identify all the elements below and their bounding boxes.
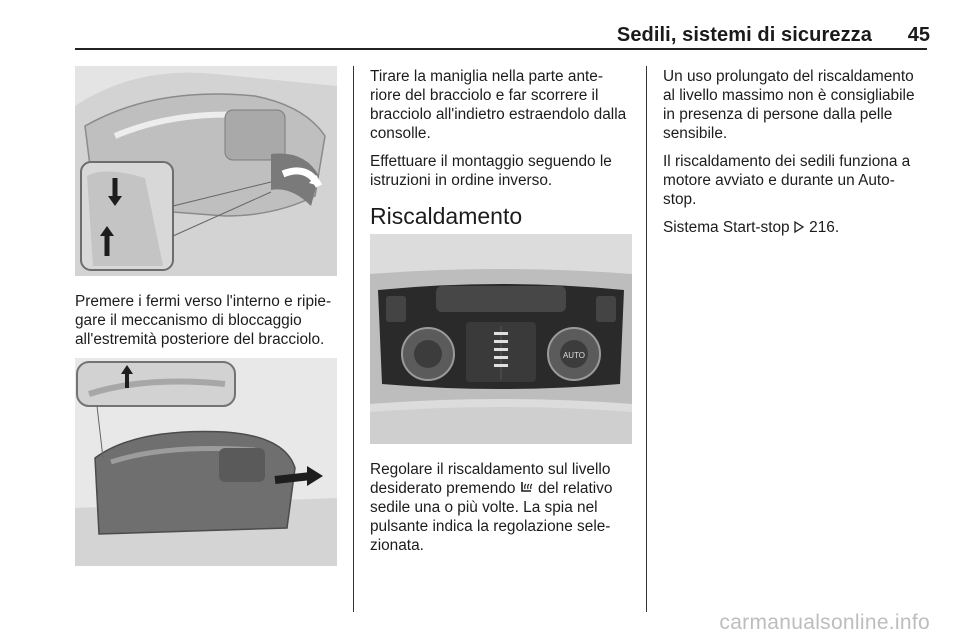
instructions-text-end: del relativo sedile una o più volte. La spia nel pulsante indica la regolazione sele-zionata. [370,480,613,554]
seat-heating-instructions [370,460,632,555]
caption-latch: Premere i fermi verso l'interno e ripie-gare il meccanismo di bloccaggio all'estremità posteriore del bracciolo. [75,293,332,348]
max-level-warning-paragraph: Un uso prolungato del riscaldamento al livello massimo non è consigliabile in presenza di persone dalla pelle sensibile. [663,68,915,142]
armrest-slide-figure [75,358,337,566]
header-rule [75,48,927,50]
seat-heating-panel-figure [370,234,632,444]
section-heading: Riscaldamento [370,203,523,229]
arrow-reference-icon [794,219,805,231]
column2-text [370,67,632,199]
section-title: Sedili, sistemi di sicurezza [616,24,872,46]
armrest-pull-paragraph: Tirare la maniglia nella parte ante-riore del bracciolo e far scorrere il bracciolo all'indietro estraendolo dalla consolle. [370,68,627,142]
watermark: carmanualsonline.info [719,611,930,634]
armrest-latch-figure [75,66,337,276]
column-divider-right [646,66,647,612]
seat-heating-icon [520,481,534,495]
xref-text: Sistema Start-stop [663,219,790,236]
instructions-text-start: Regolare il riscaldamento sul livello desiderato premendo [370,461,611,497]
start-stop-reference [663,218,927,237]
column-divider-left [353,66,354,612]
reassembly-paragraph: Effettuare il montaggio seguendo le istruzioni in ordine inverso. [370,153,612,189]
page-number: 45 [907,24,930,46]
column3-text [663,67,927,246]
engine-running-paragraph: Il riscaldamento dei sedili funziona a motore avviato e durante un Auto-stop. [663,153,911,208]
xref-page-link[interactable]: 216. [809,219,840,236]
auto-button-label: AUTO [562,351,586,360]
